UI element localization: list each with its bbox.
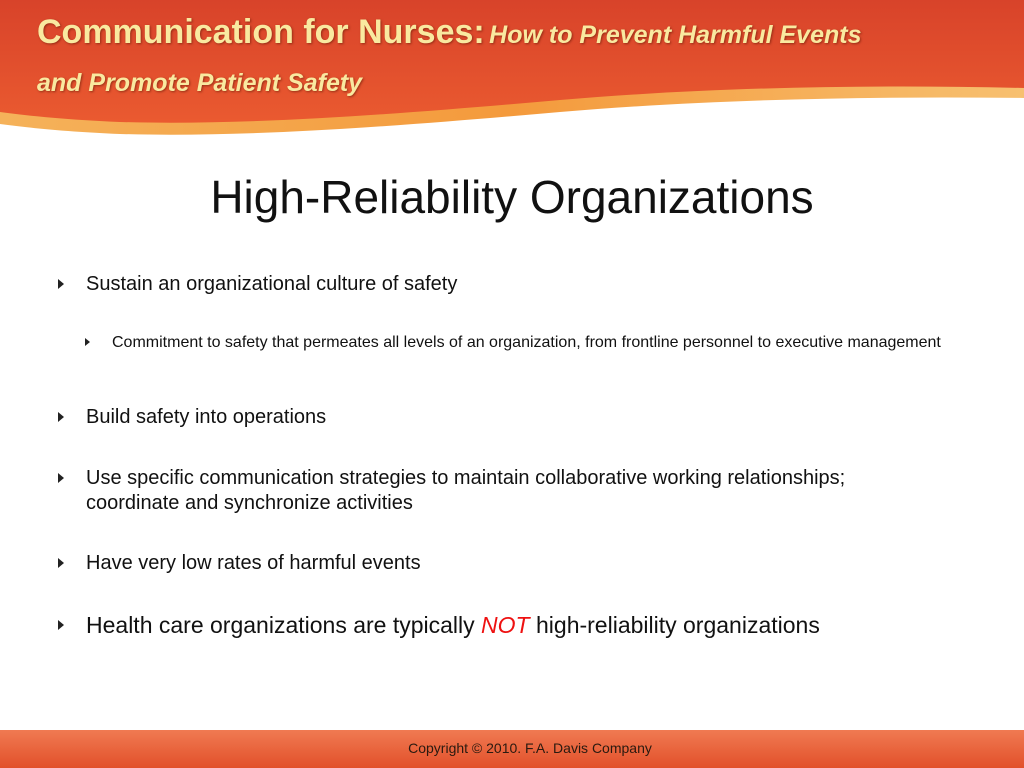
bullet-text: Sustain an organizational culture of safety xyxy=(86,273,458,295)
bullet-arrow-icon xyxy=(85,338,90,346)
bullet-text: Have very low rates of harmful events xyxy=(86,552,421,574)
slide-title: High-Reliability Organizations xyxy=(210,171,814,223)
bullet-arrow-icon xyxy=(58,279,64,289)
course-subtitle-line1: How to Prevent Harmful Events xyxy=(489,21,862,49)
bullet-arrow-icon xyxy=(58,412,64,422)
bullet-text: Build safety into operations xyxy=(86,406,327,428)
bullet-arrow-icon xyxy=(58,558,64,568)
bullet-item xyxy=(58,611,1006,639)
course-title: Communication for Nurses: xyxy=(37,13,485,51)
copyright-text: Copyright © 2010. F.A. Davis Company xyxy=(408,740,652,756)
bullet-text: Commitment to safety that permeates all levels of an organization, from frontline personnel to executive management xyxy=(112,334,941,351)
course-subtitle-line2: and Promote Patient Safety xyxy=(37,69,363,97)
bullet-arrow-icon xyxy=(58,473,64,483)
bullet-arrow-icon xyxy=(58,620,64,630)
bullet-text xyxy=(86,611,1006,639)
bullet-item xyxy=(58,551,986,576)
bullet-item xyxy=(58,272,986,297)
sub-bullet-item xyxy=(85,333,962,353)
bullet-text-after: high-reliability organizations xyxy=(529,612,820,638)
bullet-item xyxy=(58,466,906,516)
emphasis-not: NOT xyxy=(481,612,530,638)
bullet-text-before: Health care organizations are typically xyxy=(86,612,482,638)
footer-bar xyxy=(0,730,1024,768)
bullet-text: Use specific communication strategies to maintain collaborative working relationships; coordinate and synchronize activities xyxy=(86,467,846,514)
bullet-item xyxy=(58,405,986,430)
